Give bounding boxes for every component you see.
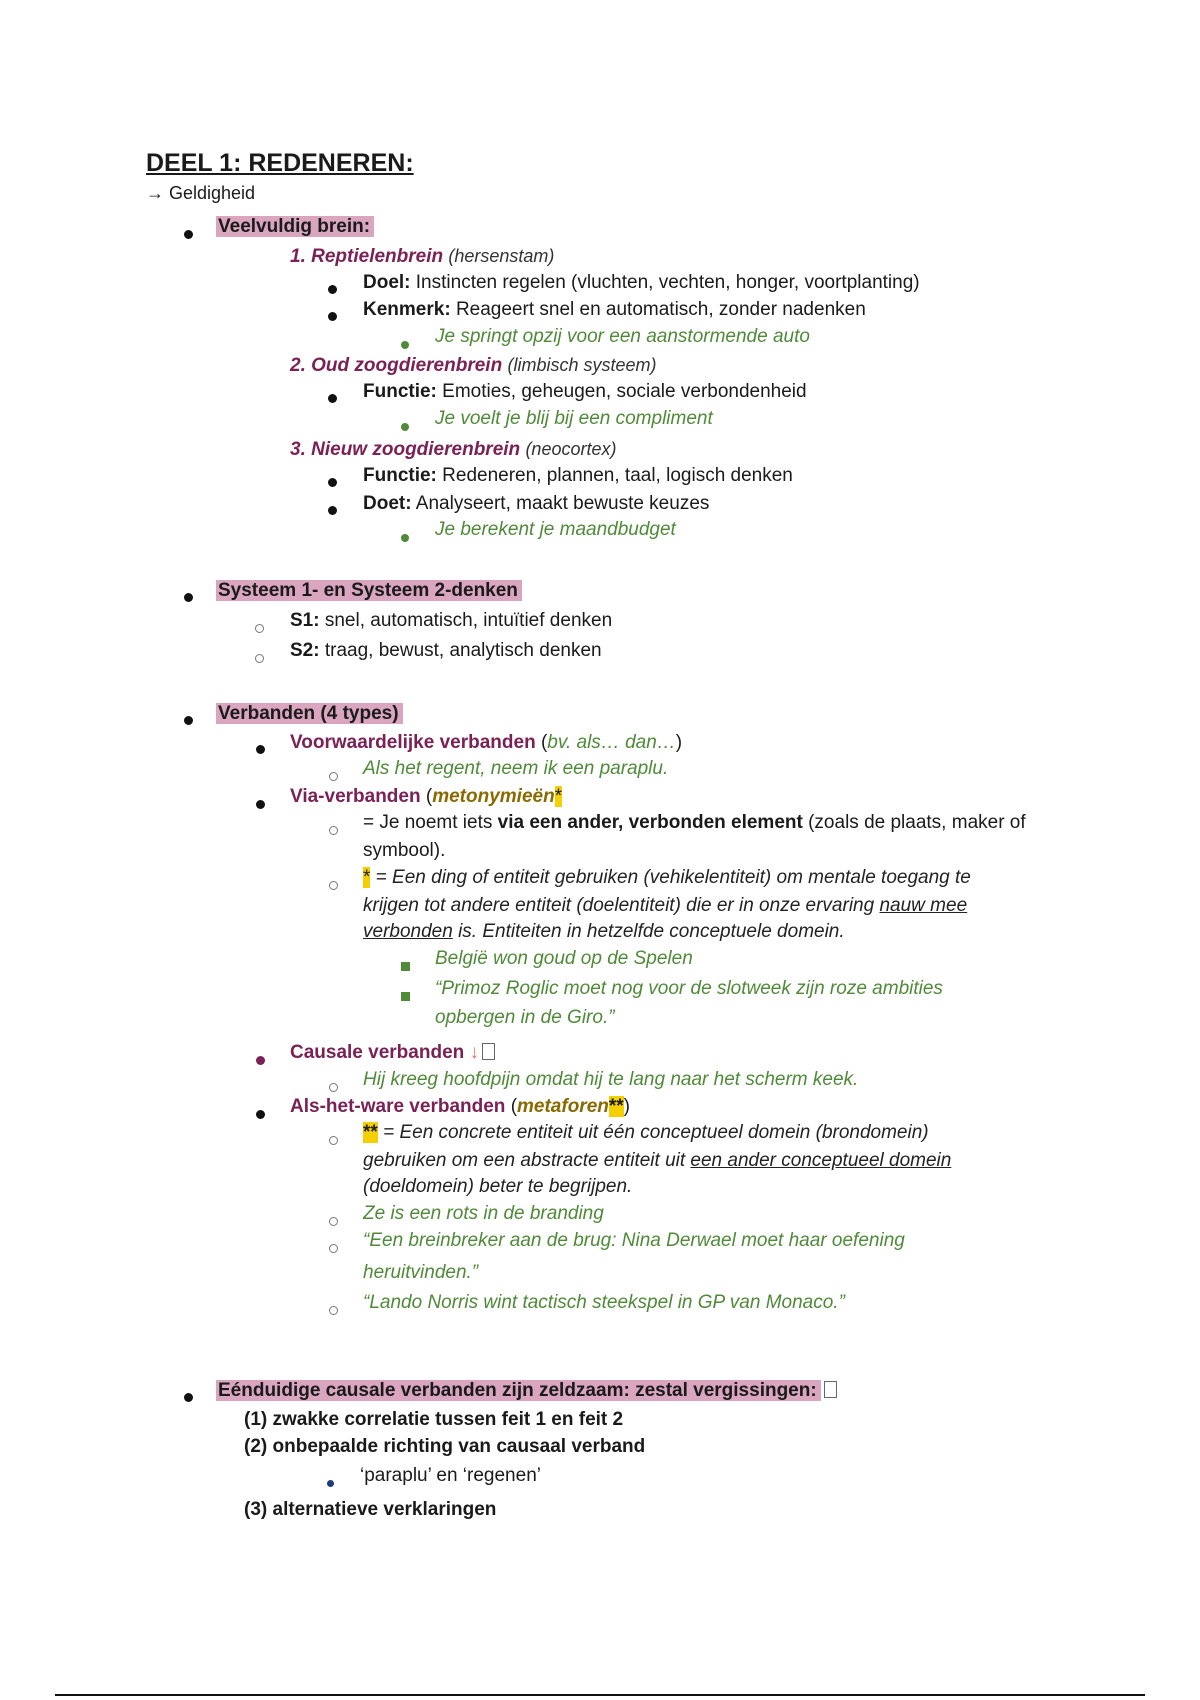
bullet-icon: [328, 387, 337, 409]
bullet-icon: [328, 278, 337, 300]
reptielenbrein-heading: 1. Reptielenbrein (hersenstam): [290, 246, 555, 267]
page-bottom-rule: [55, 1694, 1145, 1696]
bullet-icon: [328, 305, 337, 327]
vergissing-2: (2) onbepaalde richting van causaal verband: [244, 1436, 646, 1457]
vergissing-2-example: ‘paraplu’ en ‘regenen’: [360, 1465, 541, 1486]
bullet-icon: [328, 471, 337, 493]
bullet-icon: [401, 955, 410, 977]
bullet-icon: [329, 1210, 338, 1232]
bullet-icon: [256, 1049, 265, 1071]
oud-example: Je voelt je blij bij een compliment: [435, 408, 713, 429]
bullet-icon: [329, 1299, 338, 1321]
bullet-icon: [256, 1103, 265, 1125]
bullet-icon: [329, 874, 338, 896]
section-heading-eenduidig: Eénduidige causale verbanden zijn zeldzaam: zestal vergissingen:: [216, 1378, 837, 1404]
nieuw-doet: Doet: Analyseert, maakt bewuste keuzes: [363, 493, 710, 514]
section-heading-systeem: Systeem 1- en Systeem 2-denken: [216, 578, 522, 604]
via-definition-line2: symbool).: [363, 840, 446, 861]
bullet-icon: [184, 709, 193, 731]
via-example-2b: opbergen in de Giro.”: [435, 1007, 615, 1028]
metafoor-example-2b: heruitvinden.”: [363, 1262, 479, 1283]
bullet-icon: [184, 223, 193, 245]
bullet-icon: [256, 738, 265, 760]
systeem-s1: S1: snel, automatisch, intuïtief denken: [290, 610, 613, 631]
reptiel-example: Je springt opzij voor een aanstormende auto: [435, 326, 810, 347]
metafoor-definition-line1: ** = Een concrete entiteit uit één conceptueel domein (brondomein): [363, 1122, 929, 1143]
bullet-icon: [328, 499, 337, 521]
via-definition2-line2: krijgen tot andere entiteit (doelentiteit) die er in onze ervaring nauw mee: [363, 895, 968, 916]
geldigheid-label: → Geldigheid: [146, 183, 256, 203]
bullet-icon: [329, 1129, 338, 1151]
metafoor-example-3: “Lando Norris wint tactisch steekspel in GP van Monaco.”: [363, 1292, 845, 1313]
via-definition2-line1: * = Een ding of entiteit gebruiken (vehikelentiteit) om mentale toegang te: [363, 867, 971, 888]
placeholder-glyph-icon: [824, 1381, 837, 1398]
section-heading-verbanden: Verbanden (4 types): [216, 701, 403, 727]
als-het-ware-verbanden: Als-het-ware verbanden (metaforen**): [290, 1096, 630, 1117]
voorwaardelijk-example: Als het regent, neem ik een paraplu.: [363, 758, 669, 779]
reptiel-doel: Doel: Instincten regelen (vluchten, vechten, honger, voortplanting): [363, 272, 920, 293]
placeholder-glyph-icon: [482, 1043, 495, 1060]
bullet-icon: [184, 586, 193, 608]
bullet-icon: [329, 819, 338, 841]
arrow-down-icon: ↓: [469, 1042, 480, 1063]
causale-verbanden: Causale verbanden ↓: [290, 1040, 495, 1066]
via-verbanden: Via-verbanden (metonymieën*: [290, 786, 563, 807]
bullet-icon: [327, 1471, 334, 1493]
via-definition-line1: = Je noemt iets via een ander, verbonden element (zoals de plaats, maker of: [363, 812, 1026, 833]
oud-functie: Functie: Emoties, geheugen, sociale verbondenheid: [363, 381, 807, 402]
reptiel-kenmerk: Kenmerk: Reageert snel en automatisch, zonder nadenken: [363, 299, 866, 320]
metafoor-definition-line2: gebruiken om een abstracte entiteit uit een ander conceptueel domein: [363, 1150, 952, 1171]
page-title: DEEL 1: REDENEREN:: [146, 149, 414, 177]
bullet-icon: [329, 1237, 338, 1259]
bullet-icon: [401, 415, 409, 437]
nieuw-example: Je berekent je maandbudget: [435, 519, 676, 540]
section-heading-brein: Veelvuldig brein:: [216, 214, 374, 240]
bullet-icon: [255, 647, 264, 669]
oud-zoogdierenbrein-heading: 2. Oud zoogdierenbrein (limbisch systeem): [290, 355, 657, 376]
via-example-1: België won goud op de Spelen: [435, 948, 693, 969]
voorwaardelijke-verbanden: Voorwaardelijke verbanden (bv. als… dan…): [290, 732, 683, 753]
systeem-s2: S2: traag, bewust, analytisch denken: [290, 640, 602, 661]
via-example-2a: “Primoz Roglic moet nog voor de slotweek zijn roze ambities: [435, 978, 943, 999]
nieuw-functie: Functie: Redeneren, plannen, taal, logisch denken: [363, 465, 793, 486]
metafoor-example-2a: “Een breinbreker aan de brug: Nina Derwael moet haar oefening: [363, 1230, 905, 1251]
metafoor-example-1: Ze is een rots in de branding: [363, 1203, 604, 1224]
bullet-icon: [184, 1386, 193, 1408]
bullet-icon: [255, 617, 264, 639]
vergissing-1: (1) zwakke correlatie tussen feit 1 en feit 2: [244, 1409, 624, 1430]
vergissing-3: (3) alternatieve verklaringen: [244, 1499, 497, 1520]
bullet-icon: [401, 526, 409, 548]
bullet-icon: [256, 793, 265, 815]
causaal-example: Hij kreeg hoofdpijn omdat hij te lang naar het scherm keek.: [363, 1069, 859, 1090]
bullet-icon: [401, 985, 410, 1007]
nieuw-zoogdierenbrein-heading: 3. Nieuw zoogdierenbrein (neocortex): [290, 439, 617, 460]
metafoor-definition-line3: (doeldomein) beter te begrijpen.: [363, 1176, 633, 1197]
via-definition2-line3: verbonden is. Entiteiten in hetzelfde conceptuele domein.: [363, 921, 845, 942]
